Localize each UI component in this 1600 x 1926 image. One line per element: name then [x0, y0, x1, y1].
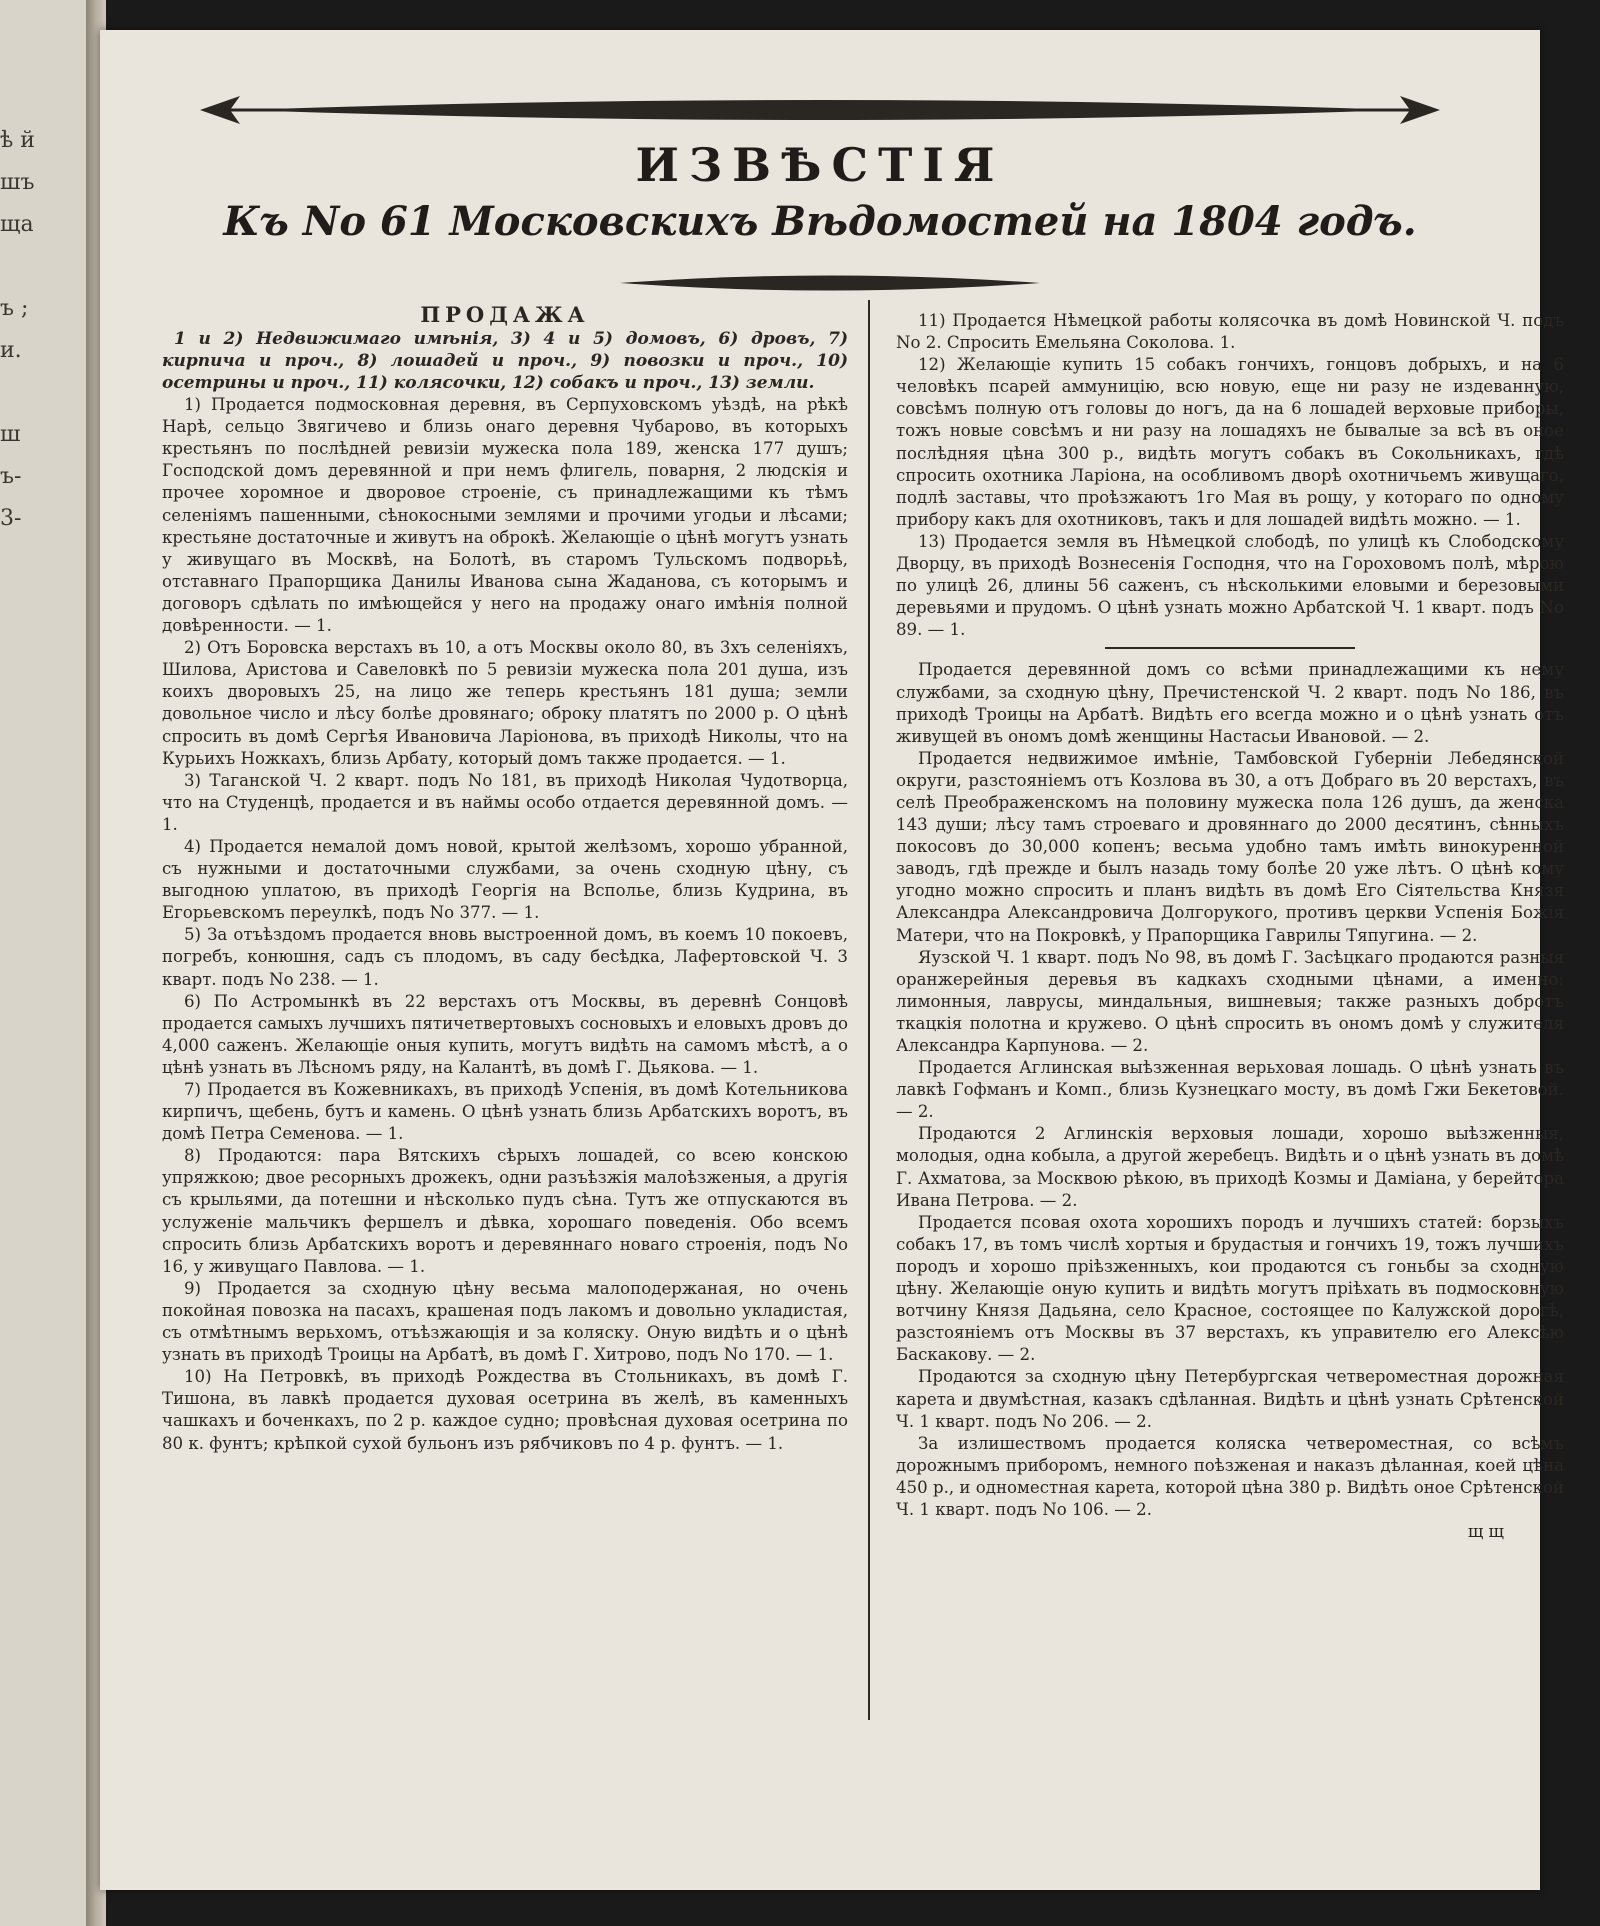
notice-11: 11) Продается Нѣмецкой работы колясочка въ домѣ Новинской Ч. подъ No 2. Спросить Емельяна Соколова. 1.: [896, 311, 1564, 353]
right-column: [896, 310, 1564, 1543]
page-subtitle: Къ No 61 Московскихъ Вѣдомостей на 1804 годъ.: [223, 198, 1417, 245]
notice-english-horse: Продается Аглинская выѣзженная верьховая лошадь. О цѣнѣ узнать въ лавкѣ Гофманъ и Комп., близь Кузнецкаго мосту, въ домѣ Гжи Бекетовой. — 2.: [896, 1058, 1564, 1122]
notice-coach: За излишествомъ продается коляска четвероместная, со всѣмъ дорожнымъ приборомъ, немного поѣзженая и наказъ дѣланная, коей цѣна 450 р., и одноместная карета, которой цѣна 380 р. Видѣть оное Срѣтенской Ч. 1 кварт. подъ No 106. — 2.: [896, 1433, 1564, 1519]
notice-9: 9) Продается за сходную цѣну весьма малоподержаная, но очень покойная повозка на пасахъ, крашеная подъ лакомъ и довольно укладистая, съ отмѣтнымъ верьхомъ, отъѣзжающія и за коляску. Оную видѣть и о цѣнѣ узнать въ приходѣ Троицы на Арбатѣ, въ домѣ Г. Хитрово, подъ No 170. — 1.: [162, 1278, 848, 1365]
notice-house-prechistenka: Продается деревянной домъ со всѣми принадлежащими къ нему службами, за сходную цѣну, Пречистенской Ч. 2 кварт. подъ No 186, въ приходѣ Троицы на Арбатѣ. Видѣть его всегда можно и о цѣнѣ узнать отъ живущей въ ономъ домѣ женщины Настасьи Ивановой. — 2.: [896, 660, 1564, 746]
notice-1: 1) Продается подмосковная деревня, въ Серпуховскомъ уѣздѣ, на рѣкѣ Нарѣ, сельцо Звягичево и близь онаго деревня Чубарово, въ которыхъ крестьянъ по послѣдней ревизіи мужеска пола 189, женска 177 душъ; Господской домъ деревянной и при немъ флигель, поварня, 2 людскія и прочее хоромное и дворовое строеніе, съ принадлежащими къ тѣмъ селеніямъ пашенными, сѣнокосными землями и прочими угодьи и лѣсами; крестьяне достаточные и живутъ на оброкѣ. Желающіе о цѣнѣ могутъ узнать у живущаго въ Москвѣ, на Болотѣ, въ старомъ Тульскомъ подворьѣ, отставнаго Прапорщика Данилы Иванова сына Жаданова, съ которымъ и договоръ сдѣлать по имѣющейся у него на продажу онаго имѣнія полной довѣренности. — 1.: [162, 395, 848, 636]
notice-estate-tambov: Продается недвижимое имѣніе, Тамбовской Губерніи Лебедянской округи, разстояніемъ отъ Козлова въ 30, а отъ Добраго въ 20 верстахъ, въ селѣ Преображенскомъ на половину мужеска пола 126 душъ, да женска 143 души; лѣсу тамъ строеваго и дровяннаго до 2000 десятинъ, сѣнныхъ покосовъ до 30,000 копенъ; весьма удобно тамъ имѣть винокуренной заводъ, гдѣ прежде и былъ назадь тому болѣе 20 уже лѣтъ. О цѣнѣ кому угодно можно спросить и планъ видѣть въ домѣ Его Сіятельства Князя Александра Александровича Долгорукого, противъ церкви Успенія Божія Матери, что на Покровкѣ, у Прапорщика Гаврилы Тяпугина. — 2.: [896, 748, 1564, 945]
subtitle-ornament: [620, 272, 1040, 294]
notice-5: 5) За отъѣздомъ продается вновь выстроенной домъ, въ коемъ 10 покоевъ, погребъ, конюшня, садъ съ плодомъ, въ саду бесѣдка, Лафертовской Ч. 3 кварт. подъ No 238. — 1.: [162, 925, 848, 989]
left-column: [162, 304, 848, 1455]
notice-hunting-dogs: Продается псовая охота хорошихъ породъ и лучшихъ статей: борзыхъ собакъ 17, въ томъ числѣ хортыя и брудастыя и гончихъ 19, тожъ лучшихъ породъ и хорошо пріѣзженныхъ, кои продаются съ гоньбы за сходную цѣну. Желающіе оную купить и видѣть могутъ пріѣхать въ подмосковную вотчину Князя Дадьяна, село Красное, состоящее по Калужской дорогѣ, разстояніемъ отъ Москвы въ 37 верстахъ, къ управителю его Алексѣю Баскакову. — 2.: [896, 1212, 1564, 1365]
section-index: 1 и 2) Недвижимаго имѣнія, 3) 4 и 5) домовъ, 6) дровъ, 7) кирпича и проч., 8) лошадей и проч., 9) повозки и проч., 10) осетрины и проч., 11) колясочки, 12) собакъ и проч., 13) земли.: [162, 329, 848, 394]
facing-page-text: ѣ й шъ ща ъ ; и. ш ъ- 3-: [0, 128, 35, 531]
notice-4: 4) Продается немалой домъ новой, крытой желѣзомъ, хорошо убранной, съ нужными и достаточными службами, за очень сходную цѣну, съ выгодною уплатою, въ приходѣ Георгія на Всполье, близь Кудрина, въ Егорьевскомъ переулкѣ, подъ No 377. — 1.: [162, 836, 848, 923]
notice-8: 8) Продаются: пара Вятскихъ сѣрыхъ лошадей, со всею конскою упряжкою; двое ресорныхъ дрожекъ, одни разъѣзжія малоѣзженыя, а другія съ крыльями, да потешни и нѣсколько пудъ сѣна. Тутъ же отпускаются въ услуженіе мальчикъ фершелъ и дѣвка, хорошаго поведенія. Обо всемъ спросить близь Арбатскихъ воротъ и деревяннаго новаго строенія, подъ No 16, у живущаго Павлова. — 1.: [162, 1146, 848, 1276]
section-heading: ПРОДАЖА: [420, 302, 590, 327]
notice-10: 10) На Петровкѣ, въ приходѣ Рождества въ Стольникахъ, въ домѣ Г. Тишона, въ лавкѣ продается духовая осетрина въ желѣ, въ каменныхъ чашкахъ и боченкахъ, по 2 р. каждое судно; провѣсная духовая осетрина по 80 к. фунтъ; крѣпкой сухой бульонъ изъ рябчиковъ по 4 р. фунтъ. — 1.: [162, 1367, 848, 1453]
catchword: щ щ: [1467, 1522, 1504, 1542]
facing-page: [0, 0, 100, 1926]
notice-two-horses: Продаются 2 Аглинскія верховыя лошади, хорошо выѣзженныя, молодыя, одна кобыла, а другой жеребецъ. Видѣть и о цѣнѣ узнать въ домѣ Г. Ахматова, за Москвою рѣкою, въ приходѣ Козмы и Даміана, у берейтора Ивана Петрова. — 2.: [896, 1124, 1564, 1210]
notice-3: 3) Таганской Ч. 2 кварт. подъ No 181, въ приходѣ Николая Чудотворца, что на Студенцѣ, продается и въ наймы особо отдается деревянной домъ. — 1.: [162, 770, 848, 834]
notice-7: 7) Продается въ Кожевникахъ, въ приходѣ Успенія, въ домѣ Котельникова кирпичъ, щебень, бутъ и камень. О цѣнѣ узнать близь Арбатскихъ воротъ, въ домѣ Петра Семенова. — 1.: [162, 1080, 848, 1144]
notice-carriage-petersburg: Продаются за сходную цѣну Петербургская четвероместная дорожная карета и двумѣстная, казакъ сдѣланная. Видѣть и цѣнѣ узнать Срѣтенской Ч. 1 кварт. подъ No 206. — 2.: [896, 1367, 1564, 1431]
notice-2: 2) Отъ Боровска верстахъ въ 10, а отъ Москвы около 80, въ 3хъ селеніяхъ, Шилова, Аристова и Савеловкѣ по 5 ревизіи мужеска пола 201 душа, изъ коихъ дворовыхъ 25, на лицо же теперь крестьянъ 181 душа; земли довольное число и лѣсу болѣе дровянаго; оброку платятъ по 2000 р. О цѣнѣ спросить въ домѣ Сергѣя Ивановича Ларіонова, въ приходѣ Николы, что на Курьихъ Ножкахъ, близь Арбату, который домъ также продается. — 1.: [162, 638, 848, 768]
notice-12: 12) Желающіе купить 15 собакъ гончихъ, гонцовъ добрыхъ, и на 6 человѣкъ псарей аммуницію, всю новую, еще ни разу не издеванную, совсѣмъ полную отъ головы до ногъ, да на 6 лошадей верховые приборы, тожъ новые совсѣмъ и ни разу на лошадяхъ не бывалые за всѣ въ оное послѣдняя цѣна 300 р., видѣть могутъ собакъ въ Сокольникахъ, гдѣ спросить охотника Ларіона, на особливомъ дворѣ охотничьемъ живущаго, подлѣ заставы, что проѣзжаютъ 1го Мая въ рощу, у котораго по одному прибору какъ для охотниковъ, такъ и для лошадей видѣть можно. — 1.: [896, 355, 1564, 529]
notice-13: 13) Продается земля въ Нѣмецкой слободѣ, по улицѣ къ Слободскому Дворцу, въ приходѣ Вознесенія Господня, что на Гороховомъ полѣ, мѣрою по улицѣ 26, длины 56 саженъ, съ нѣсколькими еловыми и березовыми деревьями и прудомъ. О цѣнѣ узнать можно Арбатской Ч. 1 кварт. подъ No 89. — 1.: [896, 531, 1564, 640]
newspaper-page: [100, 30, 1564, 1890]
section-separator: [1105, 647, 1355, 649]
column-divider: [868, 300, 870, 1720]
notice-orangery-trees: Яузской Ч. 1 кварт. подъ No 98, въ домѣ Г. Засѣцкаго продаются разныя оранжерейныя деревья въ кадкахъ сходными цѣнами, а именно: лимонныя, лаврусы, миндальныя, вишневыя; также разныхъ добротъ ткацкія полотна и кружево. О цѣнѣ спросить въ ономъ домѣ у служителя Александра Карпунова. — 2.: [896, 947, 1564, 1055]
header-ornament: [200, 92, 1440, 128]
page-title: ИЗВѢСТІЯ: [635, 138, 1005, 192]
notice-6: 6) По Астромынкѣ въ 22 верстахъ отъ Москвы, въ деревнѣ Сонцовѣ продается самыхъ лучшихъ пятичетвертовыхъ сосновыхъ и еловыхъ дровъ до 4,000 саженъ. Желающіе оныя купить, могутъ видѣть на самомъ мѣстѣ, а о цѣнѣ узнать въ Лѣсномъ ряду, на Калантѣ, въ домѣ Г. Дьякова. — 1.: [162, 991, 848, 1077]
